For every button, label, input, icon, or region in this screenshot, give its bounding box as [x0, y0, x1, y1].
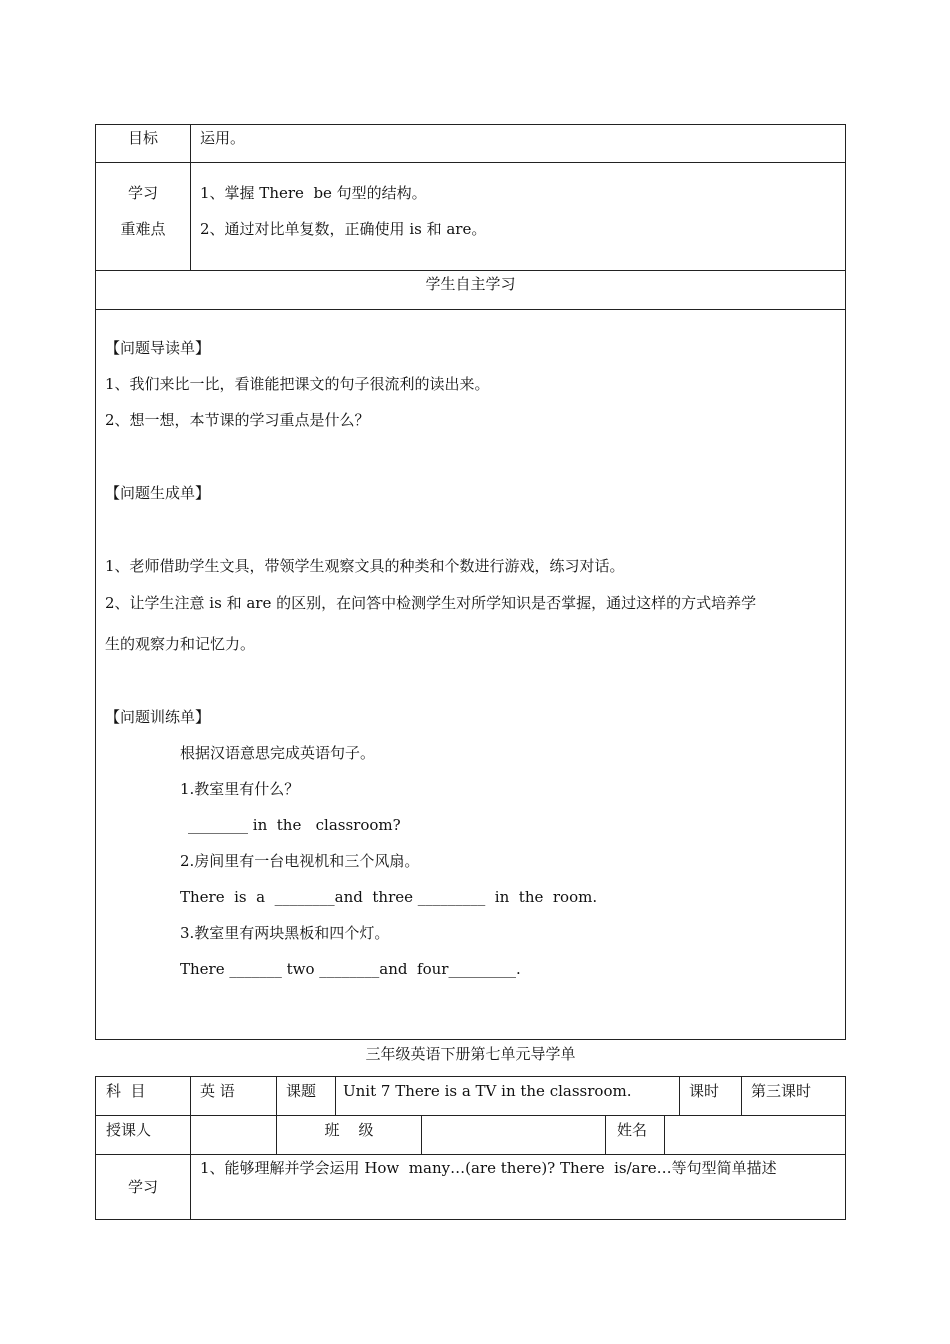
unit-guide-title: 三年级英语下册第七单元导学单	[365, 1045, 576, 1063]
table2-r3-col-1	[190, 1154, 191, 1220]
practice-q3-cn: 3.教室里有两块黑板和四个灯。	[180, 924, 390, 942]
table1-border-left	[95, 124, 96, 1040]
name-label: 姓名	[617, 1121, 648, 1139]
practice-q3-en: There _______ two ________and four_________.	[180, 960, 521, 978]
practice-q2-cn: 2.房间里有一台电视机和三个风扇。	[180, 852, 420, 870]
table2-r1-col-1	[190, 1076, 191, 1116]
table1-border-right	[845, 124, 846, 1040]
goal-content: 运用。	[200, 129, 246, 147]
teacher-label: 授课人	[106, 1121, 152, 1139]
table2-r2-col-3	[421, 1115, 422, 1155]
subject-value: 英 语	[200, 1082, 235, 1100]
generate-paragraph-1: 1、老师借助学生文具，带领学生观察文具的种类和个数进行游戏，练习对话。	[105, 557, 625, 575]
table2-r2-col-1	[190, 1115, 191, 1155]
table2-r1-col-3	[335, 1076, 336, 1116]
period-label: 课时	[689, 1082, 720, 1100]
table1-row-divider-1	[95, 162, 846, 163]
table2-border-top	[95, 1076, 846, 1077]
table1-border-top	[95, 124, 846, 125]
key-label-line1: 学习	[127, 184, 158, 202]
practice-q1-en: ________ in the classroom?	[188, 816, 401, 834]
period-value: 第三课时	[751, 1082, 812, 1100]
table2-border-right	[845, 1076, 846, 1220]
table2-row-divider-2	[95, 1154, 846, 1155]
study-label: 学习	[127, 1178, 158, 1196]
guide-heading: 【问题导读单】	[105, 339, 211, 357]
generate-heading: 【问题生成单】	[105, 484, 211, 502]
table1-row-divider-2	[95, 270, 846, 271]
table2-border-left	[95, 1076, 96, 1220]
key-item-2: 2、通过对比单复数，正确使用 is 和 are。	[200, 220, 487, 238]
guide-question-1: 1、我们来比一比，看谁能把课文的句子很流利的读出来。	[105, 375, 490, 393]
generate-paragraph-2a: 2、让学生注意 is 和 are 的区别，在问答中检测学生对所学知识是否掌握，通过这样的方式培养学	[105, 594, 757, 612]
topic-value: Unit 7 There is a TV in the classroom.	[343, 1082, 632, 1100]
subject-label: 科 目	[106, 1082, 146, 1100]
section-title: 学生自主学习	[425, 275, 516, 293]
table2-row-divider-1	[95, 1115, 846, 1116]
table1-row-divider-3	[95, 309, 846, 310]
table1-col-divider	[190, 124, 191, 271]
key-label-line2: 重难点	[120, 220, 166, 238]
table1-border-bottom	[95, 1039, 846, 1040]
practice-heading: 【问题训练单】	[105, 708, 211, 726]
key-item-1: 1、掌握 There be 句型的结构。	[200, 184, 427, 202]
table2-r1-col-5	[741, 1076, 742, 1116]
table2-r1-col-4	[679, 1076, 680, 1116]
goal-label: 目标	[127, 129, 158, 147]
practice-q1-cn: 1.教室里有什么？	[180, 780, 300, 798]
table2-r1-col-2	[276, 1076, 277, 1116]
table2-r2-col-5	[664, 1115, 665, 1155]
practice-intro: 根据汉语意思完成英语句子。	[180, 744, 376, 762]
table2-border-bottom	[95, 1219, 846, 1220]
practice-q2-en: There is a ________and three _________ in the room.	[180, 888, 598, 906]
table2-r2-col-4	[605, 1115, 606, 1155]
topic-label: 课题	[286, 1082, 317, 1100]
guide-question-2: 2、想一想，本节课的学习重点是什么？	[105, 411, 370, 429]
generate-paragraph-2b: 生的观察力和记忆力。	[105, 635, 256, 653]
study-content: 1、能够理解并学会运用 How many…(are there)? There is/are…等句型简单描述	[200, 1159, 777, 1177]
class-label: 班 级	[324, 1121, 374, 1139]
